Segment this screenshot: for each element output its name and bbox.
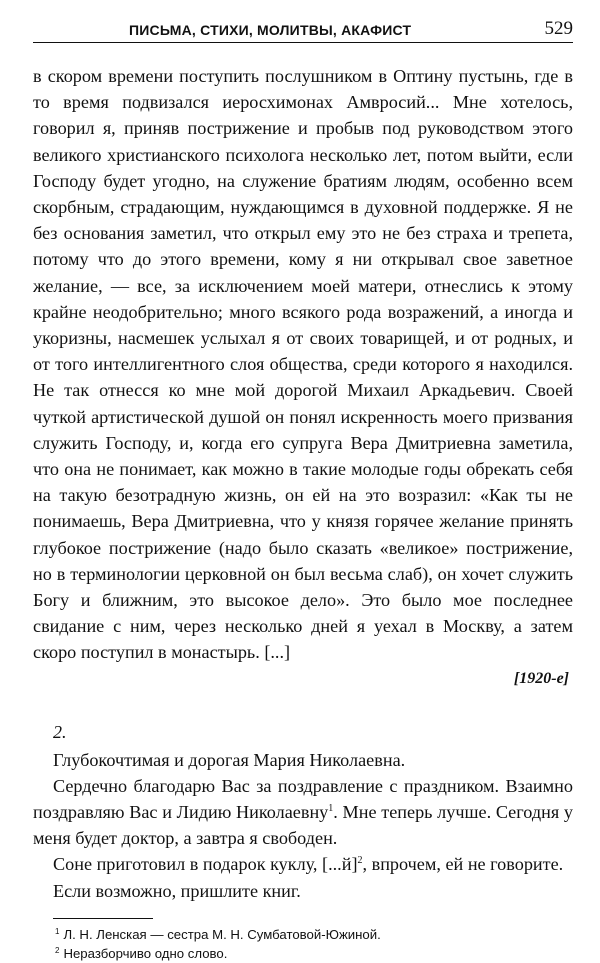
letter-paragraph-1-text-b: . Мне теперь лучше. Сегодня у меня будет доктор, а завтра я свободен. bbox=[33, 802, 573, 849]
letter-paragraph-1 bbox=[33, 773, 573, 852]
page-number: 529 bbox=[544, 18, 573, 39]
footnote-reference-1: 1 bbox=[328, 803, 334, 815]
footnote-text: Л. Н. Ленская — сестра М. Н. Сумбатовой-Южиной. bbox=[63, 926, 381, 942]
letter-paragraph-3: Если возможно, пришлите книг. bbox=[53, 880, 301, 901]
footnote-1 bbox=[55, 925, 573, 944]
book-page bbox=[33, 14, 573, 963]
continued-paragraph: в скором времени поступить послушником в Оптину пустынь, где в то время подвизался иеросхимонах Амвросий... Мне хотелось, говорил я, приняв пострижение и пробыв под руководством этого великого христианского психолога несколько лет, потом выйти, если Господу будет угодно, на служение братиям людям, особенно всем скорбным, страдающим, нуждающимся в духовной поддержке. Я не без основания заметил, что открыл ему это не без страха и трепета, потому что до этого времени, кому я ни открывал свое заветное желание, — все, за исключением моей матери, отнеслись к этому крайне неодобрительно; много всякого рода возражений, а иногда и укоризны, насмешек услыхал я от своих товарищей, и от родных, и от того интеллигентного слоя общества, среди которого я находился. Не так отнесся ко мне мой дорогой Михаил Аркадьевич. Своей чуткой артистической душой он понял искренность моего призвания служить Господу, и, когда его супруга Вера Дмитриевна заметила, что она не понимает, как можно в такие молодые годы обрекать себя на такую безотрадную жизнь, он ей на это возразил: «Как ты не понимаешь, Вера Дмитриевна, что у князя горячее желание принять глубокое пострижение (надо было сказать «великое» пострижение, но в терминологии церковной он был весьма слаб), он хочет служить Богу и ближним, это высокое дело». Это было мое последнее свидание с ним, через несколько дней я уехал в Москву, а затем скоро поступил в монастырь. [...] bbox=[33, 66, 573, 663]
continued-text bbox=[33, 63, 573, 666]
letter-paragraph-1-text-a: Сердечно благодарю Вас за поздравление с праздником. Взаимно поздравляю Вас и Лидию Николаевну bbox=[33, 775, 573, 823]
running-head bbox=[33, 14, 573, 43]
footnote-reference-2: 2 bbox=[357, 855, 363, 867]
footnote-mark: 2 bbox=[55, 945, 60, 955]
footnotes bbox=[33, 918, 573, 963]
letter-paragraph-2-text-a: Соне приготовил в подарок куклу, [...й] bbox=[53, 854, 358, 875]
letter-dating: [1920-е] bbox=[513, 669, 569, 687]
footnote-mark: 1 bbox=[55, 926, 60, 936]
letter-2 bbox=[33, 722, 573, 904]
letter-number: 2. bbox=[53, 721, 67, 742]
footnote-2 bbox=[55, 944, 573, 963]
running-title: ПИСЬМА, СТИХИ, МОЛИТВЫ, АКАФИСТ bbox=[129, 22, 412, 38]
letter-salutation: Глубокочтимая и дорогая Мария Николаевна. bbox=[53, 749, 406, 770]
footnote-rule bbox=[53, 918, 153, 919]
footnote-text: Неразборчиво одно слово. bbox=[63, 945, 228, 961]
letter-paragraph-2-text-b: , впрочем, ей не говорите. bbox=[362, 854, 564, 875]
letter-paragraph-2 bbox=[33, 851, 573, 877]
